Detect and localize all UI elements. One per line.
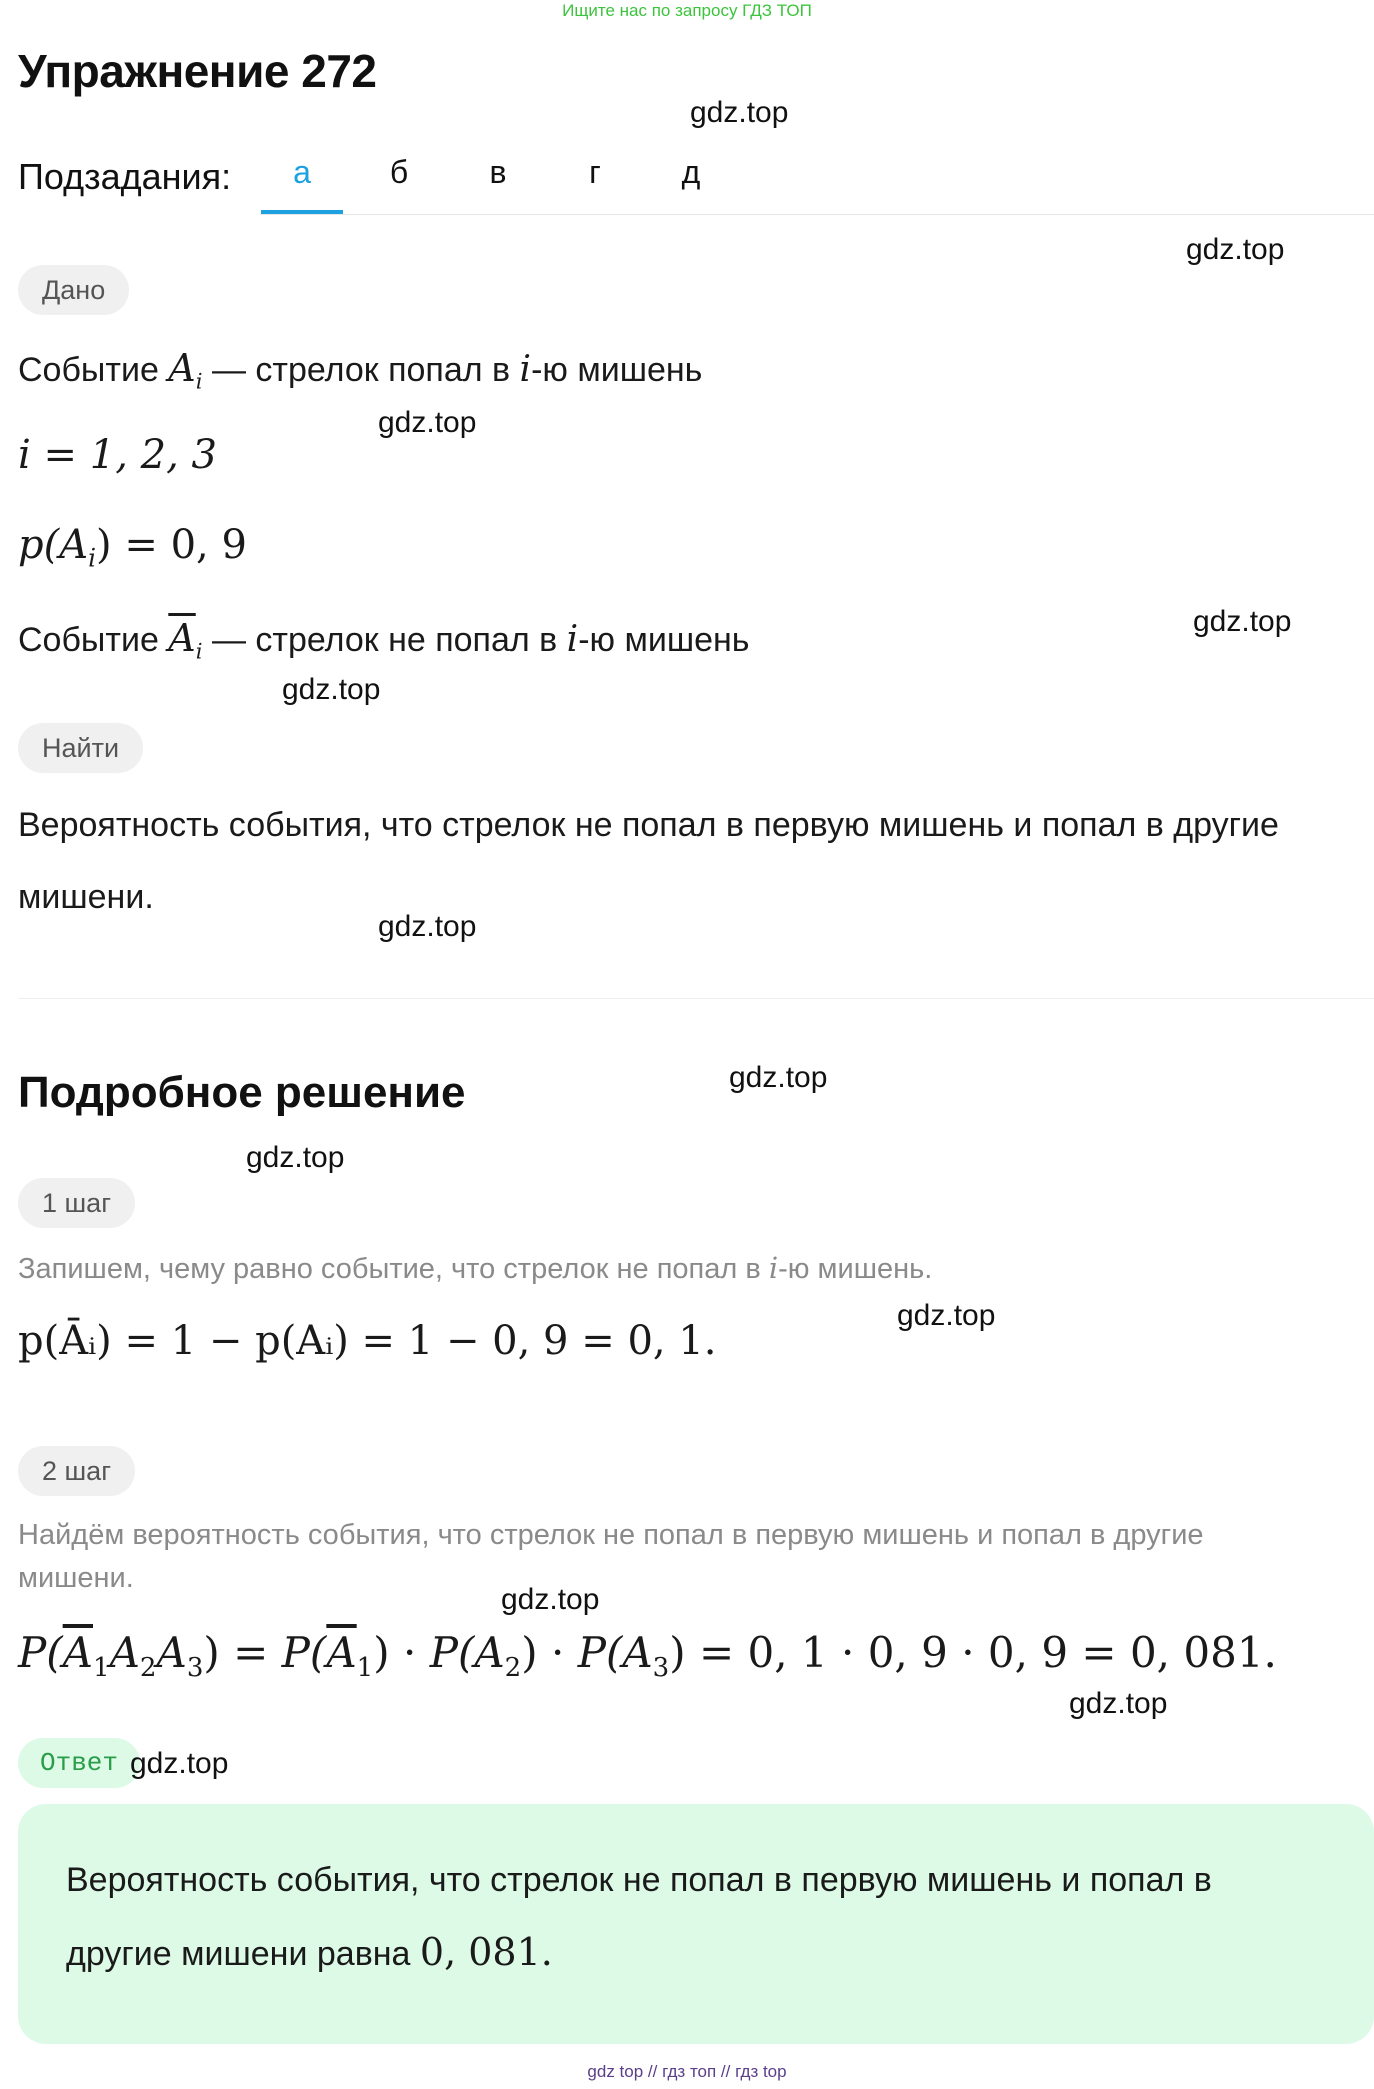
tabs-divider	[260, 214, 1374, 215]
footer: gdz top // гдз топ // гдз top	[587, 2062, 787, 2081]
subtasks-tabs	[0, 150, 1374, 216]
watermark: gdz.top	[378, 406, 477, 439]
given-line-1-end: -ю мишень	[531, 351, 703, 389]
step-1-text-prefix: Запишем, чему равно событие, что стрелок не попал в	[18, 1253, 769, 1285]
find-line-1: Вероятность события, что стрелок не попал в первую мишень и попал в другие	[18, 806, 1279, 844]
find-badge: Найти	[18, 723, 143, 773]
watermark: gdz.top	[130, 1747, 229, 1780]
step-1-badge: 1 шаг	[18, 1178, 135, 1228]
tab-a[interactable]: а	[261, 154, 343, 214]
given-line-4-sub: i	[195, 638, 203, 664]
step-1-text-end: -ю мишень.	[778, 1253, 933, 1285]
given-line-1-prefix: Событие	[18, 351, 169, 389]
tab-d[interactable]: д	[681, 154, 701, 190]
watermark: gdz.top	[1193, 605, 1292, 638]
given-line-1	[18, 346, 702, 393]
step-2-formula: $P(\overline{A}_1A_2A_3) = P(\overline{A}_1) \cdot P(A_2) \cdot P(A_3) = 0$, 1 · 0, 9 · 0, 9 = 0, 081.	[18, 1628, 1277, 1684]
watermark: gdz.top	[501, 1583, 600, 1616]
answer-line-2	[66, 1916, 1336, 1990]
given-line-3	[18, 522, 247, 573]
step-1-text-i: i	[768, 1251, 779, 1285]
watermark: gdz.top	[690, 96, 789, 129]
tab-v[interactable]: в	[489, 154, 507, 190]
given-line-4-suffix: — стрелок не попал в	[202, 621, 567, 659]
given-line-1-sub: i	[195, 368, 203, 394]
given-line-4-prefix: Событие	[18, 621, 169, 659]
tab-g[interactable]: г	[589, 154, 601, 190]
step-2-formula-tail: = 0, 1 · 0, 9 · 0, 9 = 0, 081.	[685, 1628, 1277, 1677]
watermark: gdz.top	[282, 673, 381, 706]
watermark: gdz.top	[1069, 1687, 1168, 1720]
watermark: gdz.top	[729, 1061, 828, 1094]
answer-box	[18, 1804, 1374, 2044]
step-2-text-2: мишени.	[18, 1562, 134, 1594]
step-2-badge: 2 шаг	[18, 1446, 135, 1496]
given-line-4-i: i	[566, 619, 579, 660]
top-banner: Ищите нас по запросу ГДЗ ТОП	[562, 1, 812, 20]
watermark: gdz.top	[246, 1141, 345, 1174]
given-line-3-sub: i	[88, 543, 97, 573]
given-line-4	[18, 616, 750, 663]
answer-value: 0, 081.	[419, 1930, 553, 1974]
given-line-1-var: A	[168, 346, 196, 390]
subtasks-label: Подзадания:	[18, 156, 232, 197]
given-line-3-main: p(A	[18, 522, 89, 568]
given-line-4-var: $\overline{A}$	[168, 616, 196, 660]
answer-badge: Ответ	[18, 1738, 140, 1788]
step-2-text-1: Найдём вероятность события, что стрелок не попал в первую мишень и попал в другие	[18, 1519, 1204, 1551]
page-title: Упражнение 272	[18, 45, 377, 97]
section-divider	[18, 998, 1374, 999]
given-line-1-suffix: — стрелок попал в	[202, 351, 520, 389]
answer-text	[66, 1844, 1336, 1990]
given-line-1-i: i	[519, 349, 532, 390]
solution-title: Подробное решение	[18, 1068, 466, 1117]
answer-line-2-prefix: другие мишени равна	[66, 1935, 420, 1973]
given-line-3-end: ) = 0, 9	[96, 522, 247, 568]
step-1-formula: p(Āᵢ) = 1 − p(Aᵢ) = 1 − 0, 9 = 0, 1.	[18, 1318, 717, 1364]
given-line-2: i = 1, 2, 3	[18, 432, 217, 478]
given-badge: Дано	[18, 265, 129, 315]
find-line-2: мишени.	[18, 878, 154, 916]
watermark: gdz.top	[378, 910, 477, 943]
watermark: gdz.top	[1186, 233, 1285, 266]
tab-b[interactable]: б	[389, 154, 409, 190]
step-1-text	[18, 1247, 932, 1291]
answer-line-1: Вероятность события, что стрелок не попал в первую мишень и попал в	[66, 1861, 1212, 1899]
watermark: gdz.top	[897, 1299, 996, 1332]
given-line-4-end: -ю мишень	[578, 621, 750, 659]
